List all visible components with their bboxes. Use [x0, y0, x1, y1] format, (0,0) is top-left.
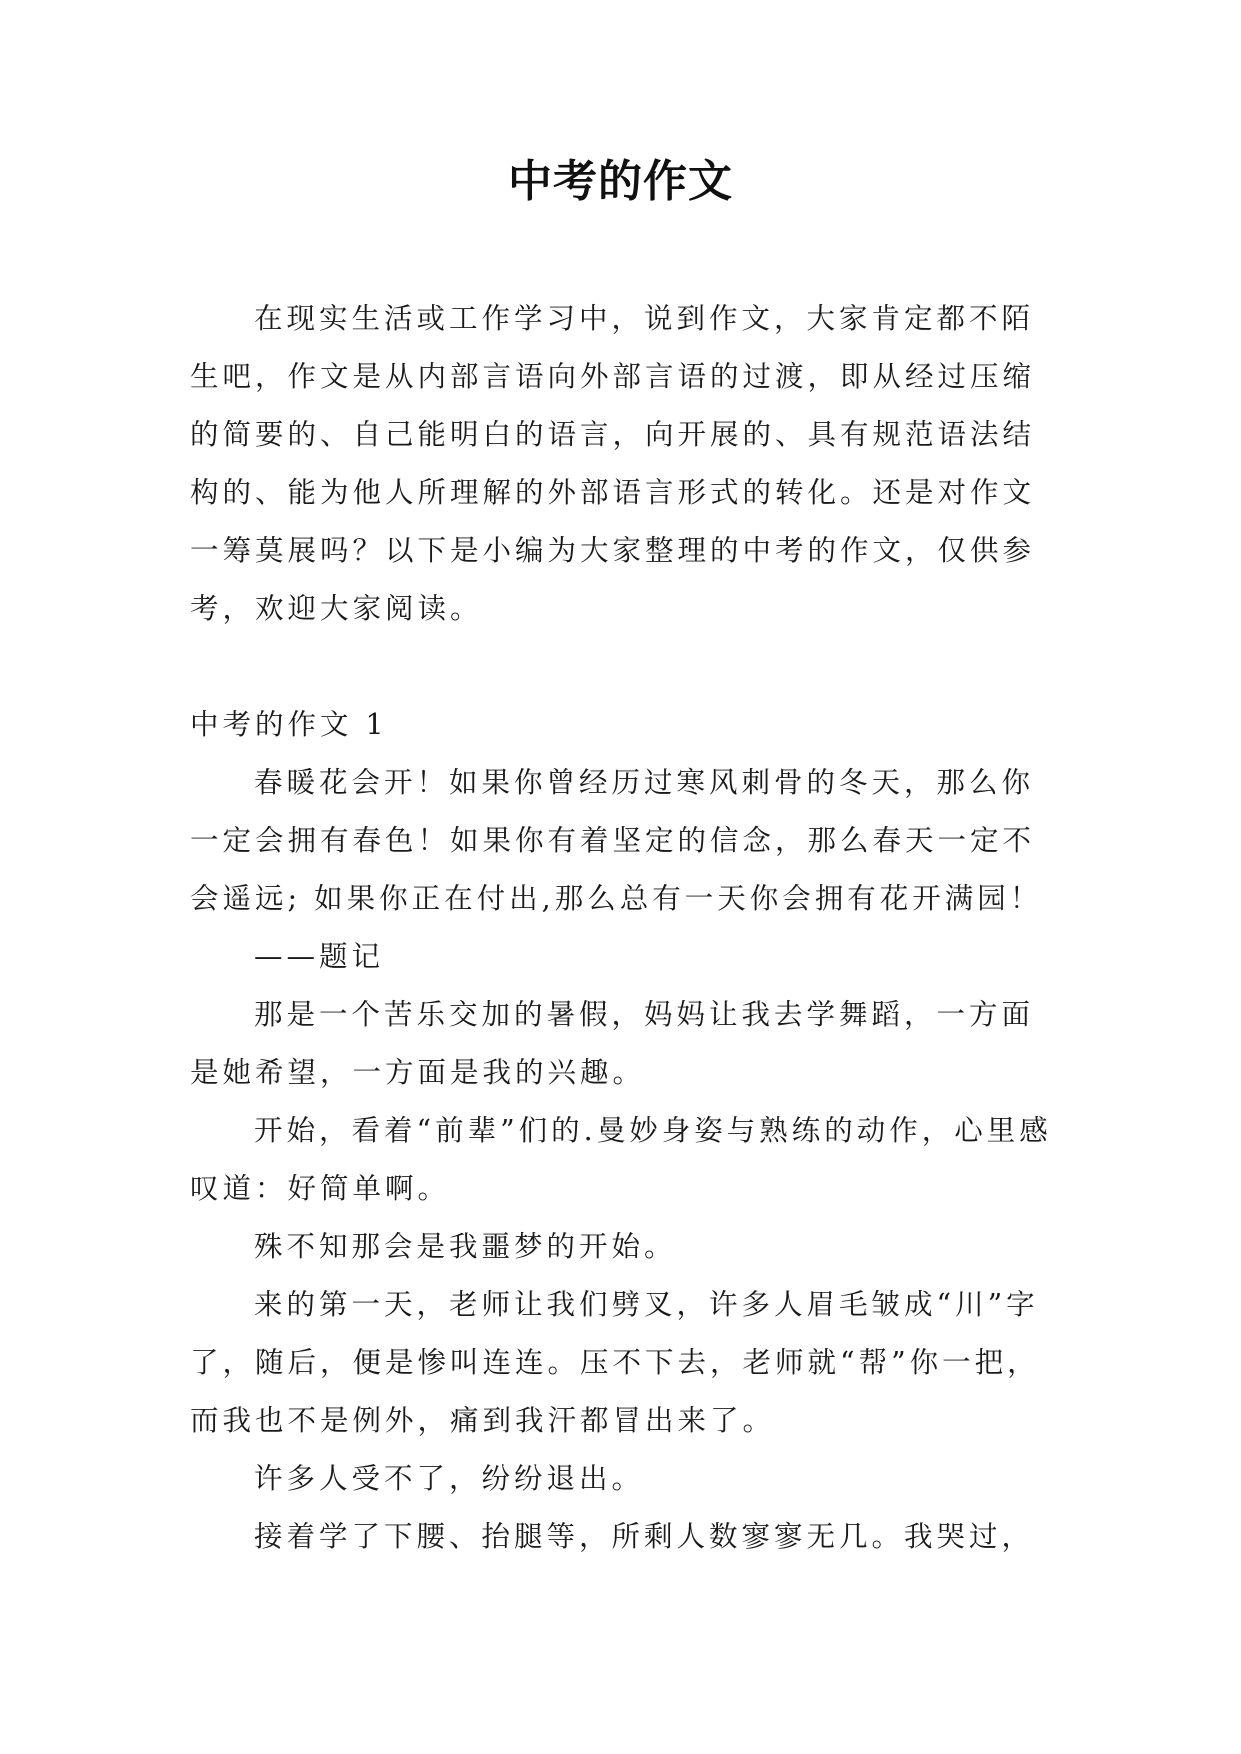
section-heading: 中考的作文 1 — [190, 708, 388, 741]
body-paragraph: 殊不知那会是我噩梦的开始。 — [254, 1230, 677, 1263]
body-paragraph: 来的第一天，老师让我们劈叉，许多人眉毛皱成“川”字了，随后，便是惨叫连连。压不下去，老师就“帮”你一把，而我也不是例外，痛到我汗都冒出来了。 — [190, 1288, 1040, 1437]
body-paragraph: 许多人受不了，纷纷退出。 — [254, 1462, 645, 1495]
body-paragraph: 春暖花会开！如果你曾经历过寒风刺骨的冬天，那么你一定会拥有春色！如果你有着坚定的信念，那么春天一定不会遥远; 如果你正在付出,那么总有一天你会拥有花开满园！ — [190, 766, 1043, 915]
body-paragraph: 接着学了下腰、抬腿等，所剩人数寥寥无几。我哭过， — [254, 1520, 1035, 1553]
epigraph-attribution: ——题记 — [254, 940, 385, 973]
intro-paragraph: 在现实生活或工作学习中，说到作文，大家肯定都不陌生吧，作文是从内部言语向外部言语的过渡，即从经过压缩的简要的、自己能明白的语言，向开展的、具有规范语法结构的、能为他人所理解的外部语言形式的转化。还是对作文一筹莫展吗？以下是小编为大家整理的中考的作文，仅供参考，欢迎大家阅读。 — [190, 302, 1036, 625]
body-paragraph: 开始，看着“前辈”们的.曼妙身姿与熟练的动作，心里感叹道：好简单啊。 — [190, 1114, 1052, 1205]
document-body — [190, 290, 1065, 1566]
body-paragraph: 那是一个苦乐交加的暑假，妈妈让我去学舞蹈，一方面是她希望，一方面是我的兴趣。 — [190, 998, 1035, 1089]
paragraph-spacer — [190, 638, 1065, 696]
document-title: 中考的作文 — [508, 156, 733, 207]
